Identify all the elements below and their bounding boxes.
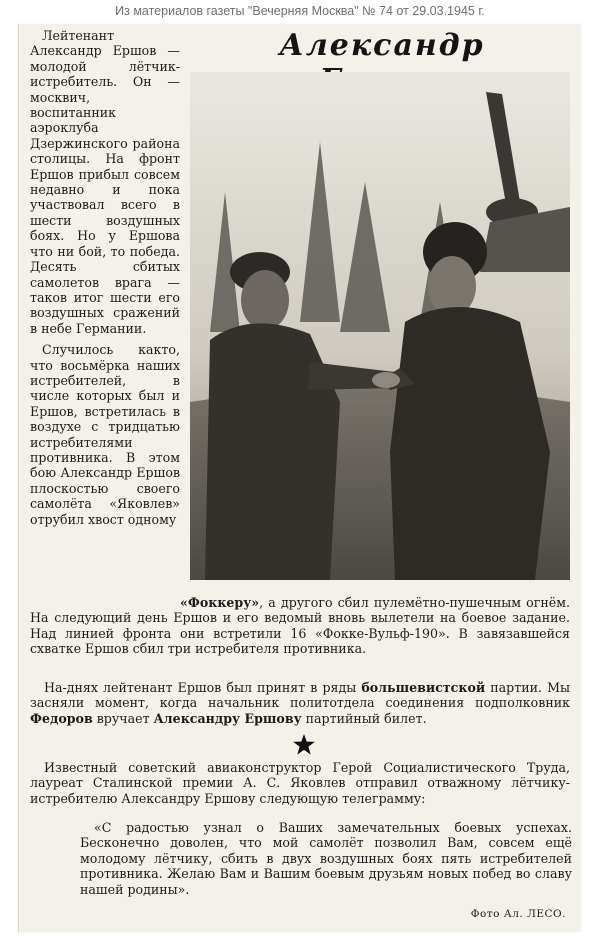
party-text xyxy=(30,680,570,726)
continuation-text xyxy=(30,595,570,657)
fokker-bold: «Фоккеру» xyxy=(180,595,260,610)
left-column xyxy=(30,28,180,527)
paragraph-intro: Лейтенант Александр Ершов — молодой лётчик-истребитель. Он — москвич, воспитанник аэроклуба Дзержинского района столицы. На фронт Ершов прибыл совсем недавно и пока участвовал всего в шести воздушных боях. Но у Ершова что ни бой, то победа. Десять сбитых самолетов врага — таков итог шести его воздушных сражений в небе Германии. xyxy=(30,28,180,336)
article-photo xyxy=(190,72,570,580)
party-text-3: вручает xyxy=(92,710,154,726)
star-icon xyxy=(292,733,316,757)
party-bold-1: большевистской xyxy=(361,680,486,695)
party-text-4: партийный билет. xyxy=(301,710,427,726)
telegram-text: «С радостью узнал о Ваших замечательных боевых успехах. Бесконечно доволен, что мой самолёт позволил Вам, совсем ещё молодому лётчику, сбить в двух воздушных боях пять истребителей противника. Желаю Вам и Вашим боевым друзьям новых побед во славу нашей родины». xyxy=(80,820,572,897)
source-caption: Из материалов газеты "Вечерняя Москва" № 74 от 29.03.1945 г. xyxy=(115,4,485,18)
telegram-quote xyxy=(80,820,572,897)
telegram-intro: Известный советский авиаконструктор Герой Социалистического Труда, лауреат Сталинской премии А. С. Яковлев отправил отважному лётчику-истребителю Александру Ершову следующую телеграмму: xyxy=(30,760,570,806)
photo-illustration xyxy=(190,72,570,580)
telegram-intro-paragraph xyxy=(30,760,570,806)
photo-credit: Фото Ал. ЛЕСО. xyxy=(470,908,566,920)
party-text-1: На-днях лейтенант Ершов был принят в ряды xyxy=(44,680,362,695)
party-text-2: партии. Мы засняли момент, когда начальник политотдела соединения подполковник xyxy=(30,680,570,711)
article-headline: Александр xyxy=(279,28,485,63)
continuation-rest: , а другого сбил пулемётно-пушечным огнём. На следующий день Ершов и его ведомый вновь вылетели на боевое задание. Над линией фронта они встретили 16 «Фокке-Вульф-190». В завязавшейся схватке Ершов сбил три истребителя противника. xyxy=(30,595,570,657)
continuation-paragraph xyxy=(30,595,570,657)
paragraph-battle: Случилось както, что восьмёрка наших истребителей, в числе которых был и Ершов, встретилась в воздухе с тридцатью истребителями противника. В этом бою Александр Ершов плоскостью своего самолёта «Яковлев» отрубил хвост одному xyxy=(30,342,180,527)
party-paragraph xyxy=(30,680,570,726)
party-bold-3: Александру Ершову xyxy=(153,710,302,726)
party-bold-2: Федоров xyxy=(30,710,93,726)
